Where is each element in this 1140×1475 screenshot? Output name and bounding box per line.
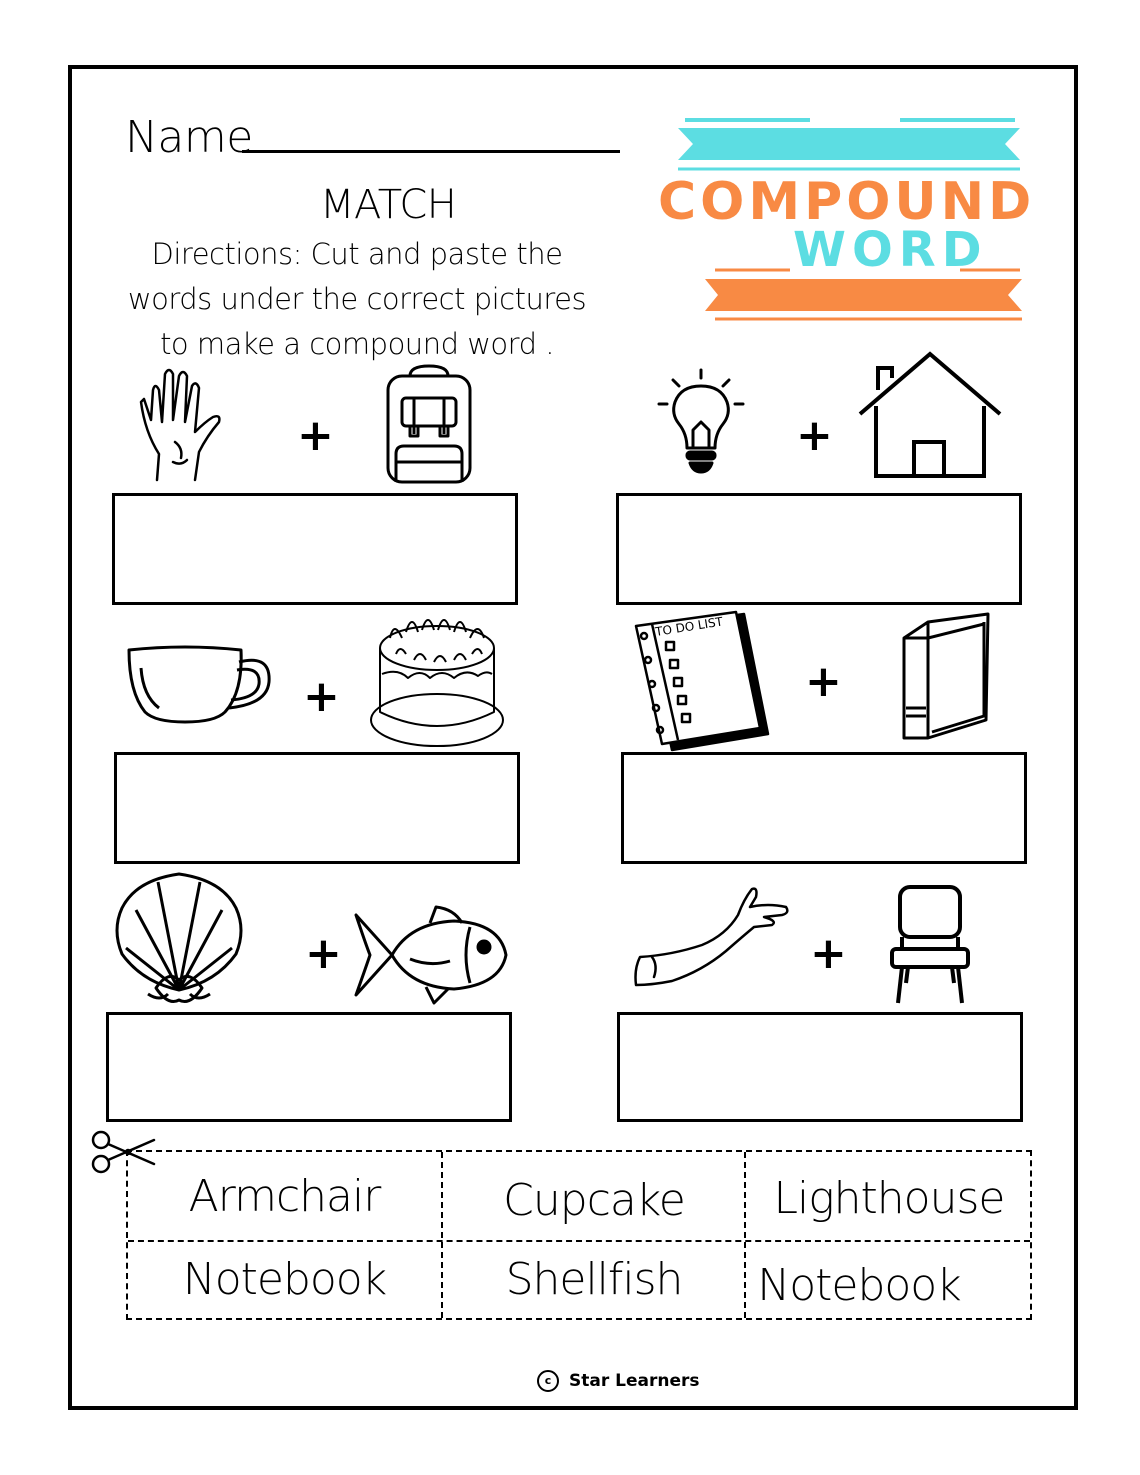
plus-sign: + [805, 656, 842, 707]
answer-box-5[interactable] [106, 1012, 512, 1122]
plus-sign: + [303, 671, 340, 722]
lightbulb-icon [655, 368, 747, 478]
cut-word-notebook-2[interactable]: Notebook [757, 1259, 961, 1311]
copyright-icon: c [537, 1370, 559, 1392]
directions-text: Directions: Cut and paste the words under the correct pictures to make a compound word . [127, 237, 587, 361]
backpack-icon [380, 362, 478, 486]
cut-word-armchair[interactable]: Armchair [188, 1170, 381, 1222]
chair-icon [888, 883, 973, 1008]
plus-sign: + [297, 410, 334, 461]
todo-list-icon [632, 608, 772, 753]
plus-sign: + [796, 410, 833, 461]
footer-credit [537, 1370, 700, 1392]
answer-box-3[interactable] [114, 752, 520, 864]
answer-box-4[interactable] [621, 752, 1027, 864]
footer-text: Star Learners [569, 1371, 700, 1391]
cut-word-shellfish[interactable]: Shellfish [505, 1253, 683, 1305]
cut-word-notebook[interactable]: Notebook [182, 1253, 387, 1305]
cut-word-lighthouse[interactable]: Lighthouse [773, 1172, 1005, 1224]
plus-sign: + [305, 928, 342, 979]
arm-icon [632, 885, 792, 990]
answer-box-1[interactable] [112, 493, 518, 605]
cut-out-words-table [126, 1150, 1032, 1320]
book-icon [898, 608, 994, 744]
name-label: Name [125, 112, 253, 163]
shell-icon [112, 870, 246, 1008]
answer-box-6[interactable] [617, 1012, 1023, 1122]
house-icon [856, 350, 1004, 480]
title-word: WORD [793, 222, 988, 278]
svg-text:TO DO LIST: TO DO LIST [654, 614, 724, 639]
match-title: MATCH [320, 182, 457, 228]
title-compound: COMPOUND [658, 172, 1036, 232]
plus-sign: + [810, 928, 847, 979]
fish-icon [350, 905, 510, 1005]
answer-box-2[interactable] [616, 493, 1022, 605]
cake-icon [368, 608, 506, 750]
cup-icon [125, 642, 275, 727]
cut-word-cupcake[interactable]: Cupcake [503, 1174, 685, 1226]
name-field-line[interactable] [242, 150, 620, 153]
hand-icon [135, 362, 230, 484]
